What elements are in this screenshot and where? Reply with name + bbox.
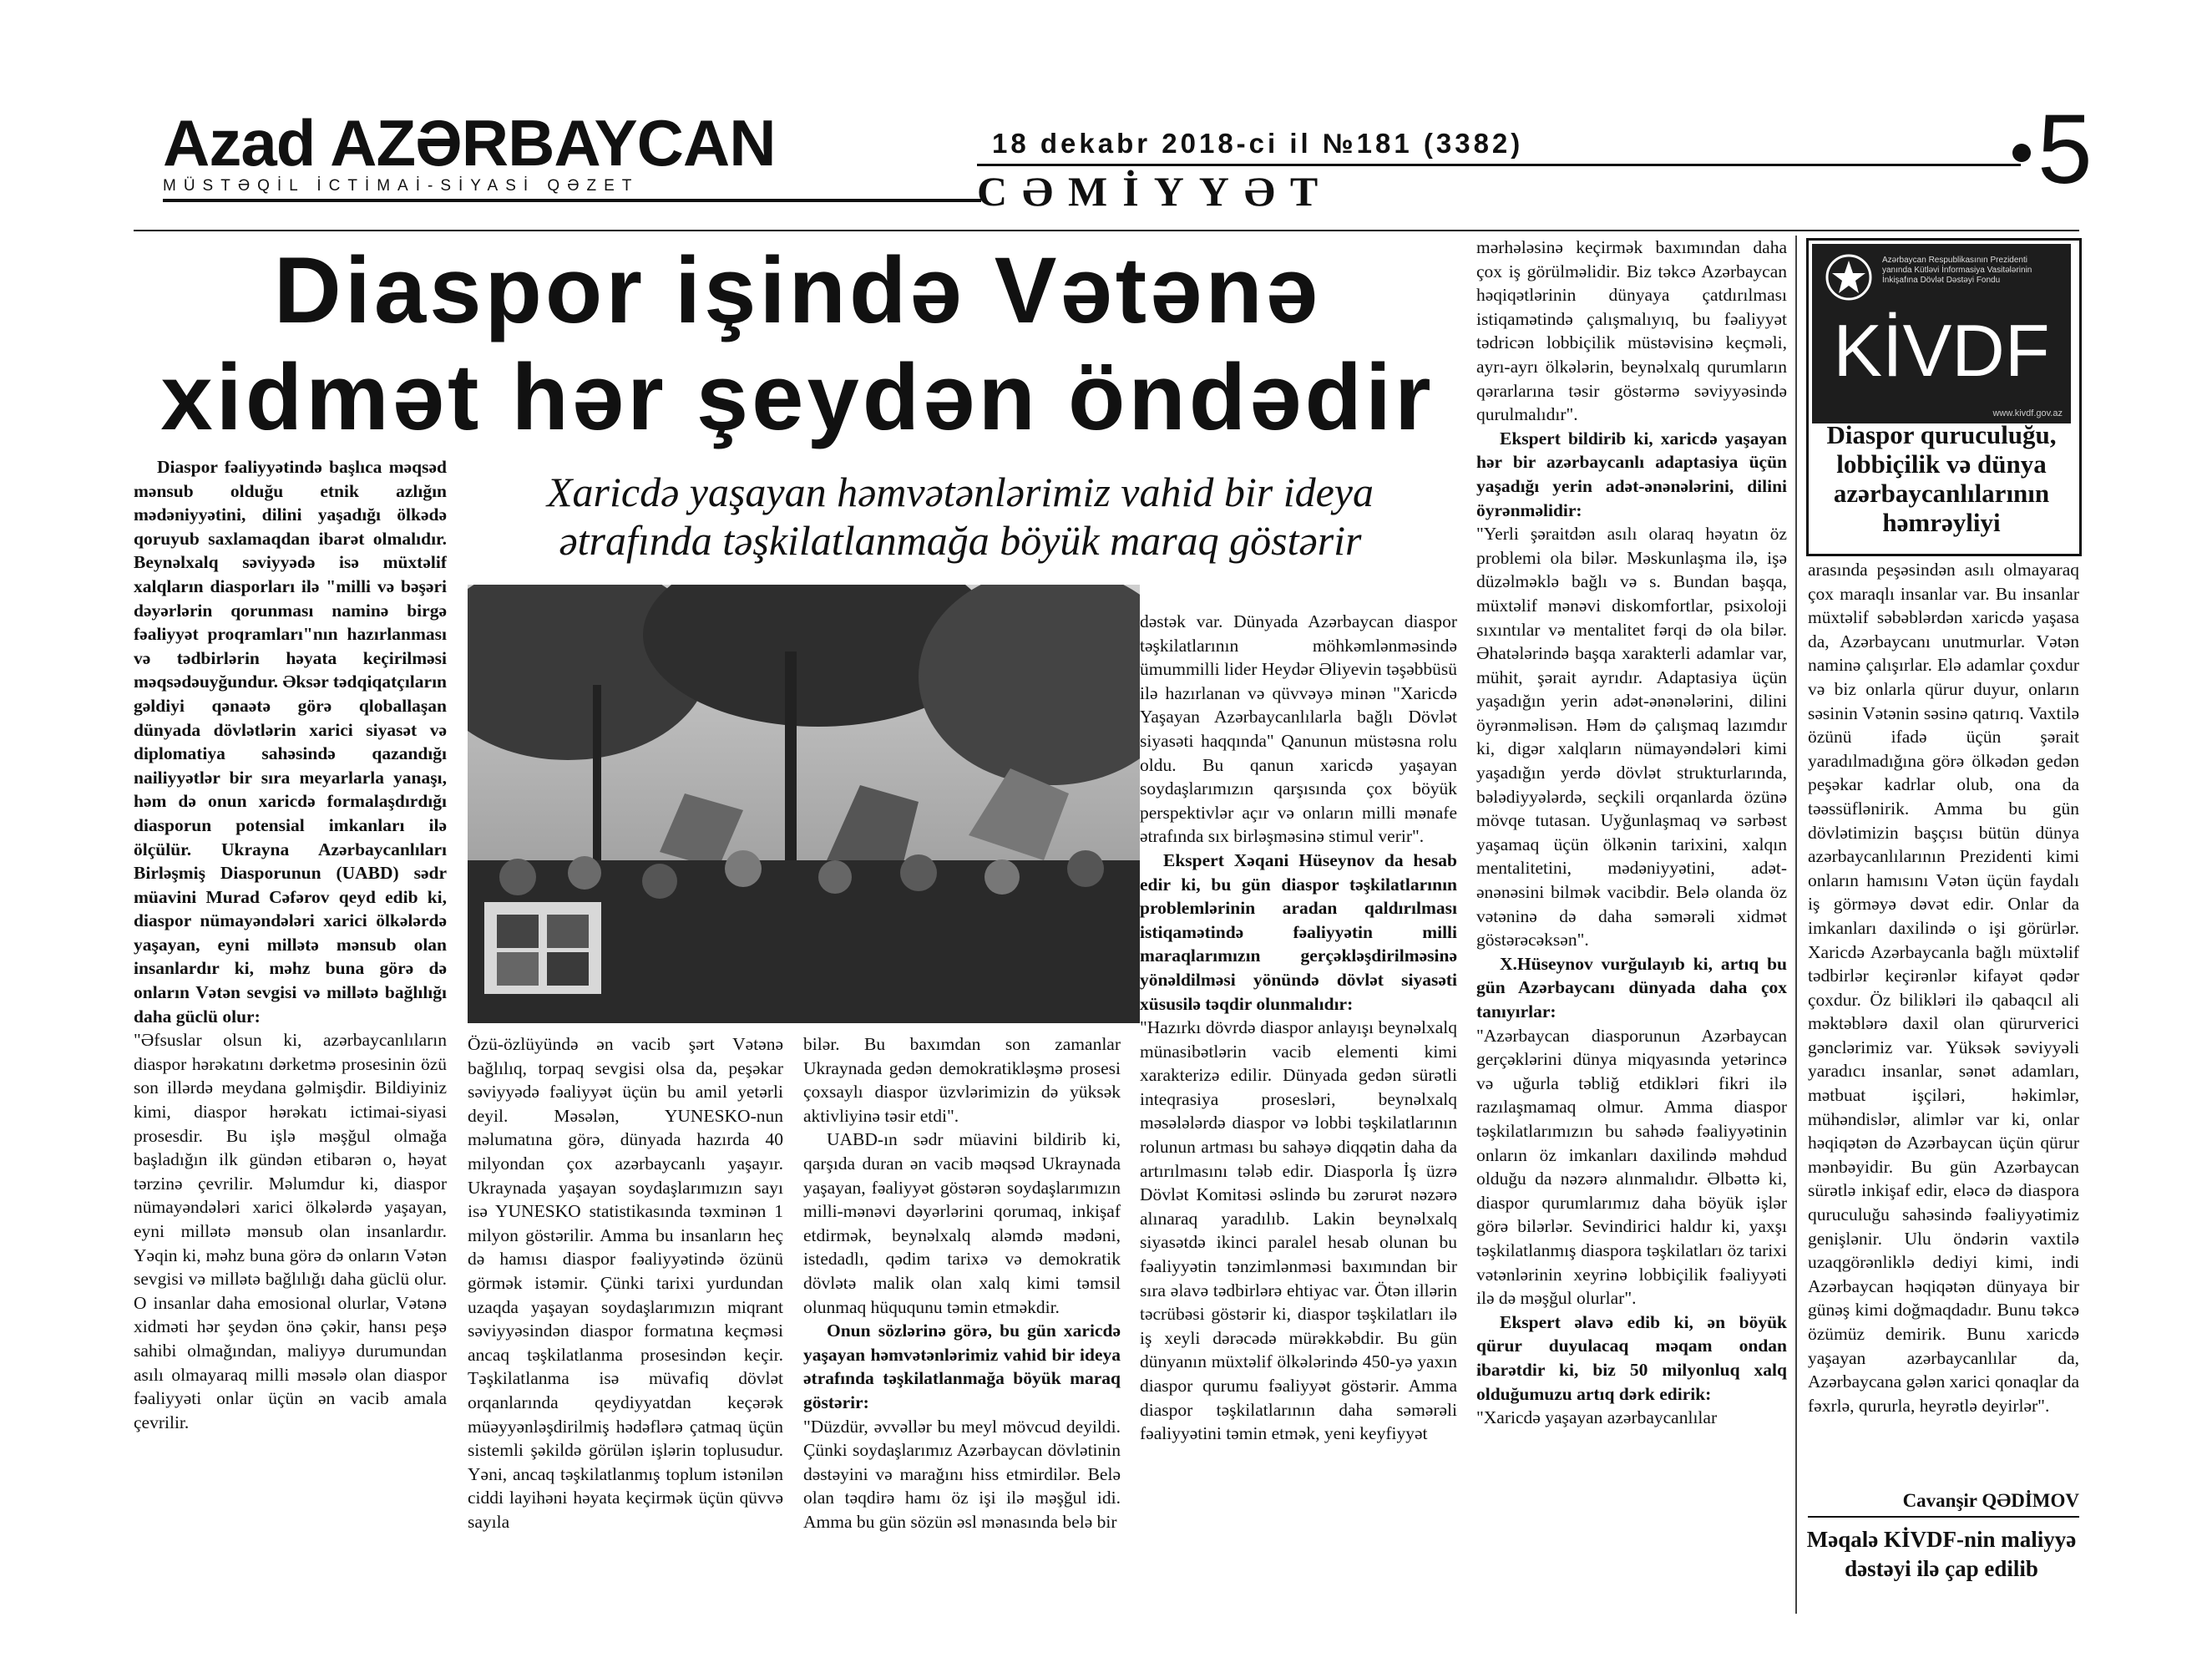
newspaper-subtitle: MÜSTƏQİL İCTİMAİ-SİYASİ QƏZET xyxy=(163,177,640,195)
author-signature: Cavanşir QƏDİMOV xyxy=(1902,1490,2079,1511)
kivdf-logo xyxy=(1812,244,2071,423)
headline-line-2: xidmət hər şeydən öndədir xyxy=(160,345,1435,449)
headline xyxy=(134,237,1461,451)
protest-photo-illustration xyxy=(468,585,1140,1023)
paragraph: bilər. Bu baxımdan son zamanlar Ukraynada gedən demokratikləşmə prosesi çoxsaylı diaspor üzvlərimizin də yüksək aktivliyinə təsir etdi". xyxy=(803,1034,1121,1126)
article-column-2 xyxy=(468,1032,783,1617)
paragraph: "Xaricdə yaşayan azərbaycanlılar xyxy=(1476,1407,1718,1428)
paragraph: UABD-ın sədr müavini bildirib ki, qarşıda duran ən vacib məqsəd Ukraynada yaşayan, fəaliyyət göstərən soydaşlarımızın milli-mənəvi dəyərlərini qorumaq, inkişaf etdirmək, beynəlxalq aləmdə mədəni, istedadlı, qədim tarixə və demokratik dövlətə malik olan xalq kimi təmsil olunmaq hüququnu təmin etməkdir. xyxy=(803,1129,1121,1317)
top-rule xyxy=(134,230,2079,231)
paragraph: "Yerli şəraitdən asılı olaraq həyatın öz problemi ola bilər. Məskunlaşma ilə, işə düzəlməklə bağlı və s. Bundan başqa, müxtəlif mənəvi diskomfortlar, psixoloji sıxıntılar və mentalitet fərqi də ola bilər. Əhatələrində başqa xarakterli adamlar var, mühit, şərait ayrıdır. Adaptasiya üçün yaşadığın yerin adət-ənənələrini, dilini öyrənməlisən. Həm də çalışmaq lazımdır ki, digər xalqların nümayəndələri kimi yaşadığın yerdə dövlət strukturlarında, bələdiyyələrdə, seçkili orqanlarda özünə mövqe tutasan. Uyğunlaşmaq və sərbəst yaşamaq üçün ölkənin tarixini, xalqın mentalitetini, mədəniyyətini, adət-ənənəsini bilmək vacibdir. Belə olanda öz vətəninə də daha səmərəli xidmət göstərəcəksən". xyxy=(1476,524,1787,951)
paragraph: arasında peşəsindən asılı olmayaraq çox maraqlı insanlar var. Bu insanlar müxtəlif səbəblərdən xaricdə yaşasa da, Azərbaycanı unutmurlar. Vətən naminə çalışırlar. Elə adamlar çoxdur və biz onlarla qürur duyur, onların səsinin Vətənin səsinə qatırıq. Vaxtilə özünü ifadə üçün şərait yaradılmadığına görə ölkədən gedən peşəkar kadrlar olub, ona da təəssüflənirik. Amma bu gün dövlətimizin başçısı bütün dünya azərbaycanlılarının Prezidenti kimi onların hamısını Vətən üçün faydalı iş görməyə dəvət edir. Onlar da imkanları daxilində o işi görürlər. Xaricdə Azərbaycanla bağlı müxtəlif tədbirlər keçirənlər kifayət qədər çoxdur. Öz bilikləri ilə qabaqcıl ali məktəblərə daxil olan qürurverici gənclərimiz var. Yüksək səviyyəli yaradıcı insanlar, sənət adamları, mətbuat işçiləri, həkimlər, mühəndislər, alimlər var ki, onlar həqiqətən də Azərbaycan üçün qürur mənbəyidir. Bu gün Azərbaycan sürətlə inkişaf edir, eləcə də diaspora quruculuğu sahəsində fəaliyyətimiz genişlənir. Ulu öndərin vaxtilə uzaqgörənliklə dediyi kimi, indi Azərbaycan həqiqətən dünyaya bir günəş kimi doğmaqdadır. Bunu təkcə özümüz demirik. Bunu xaricdə yaşayan azərbaycanlılar da, Azərbaycana gələn xarici qonaqlar da fəxrlə, qururla, heyrətlə deyirlər". xyxy=(1808,560,2079,1416)
kivdf-logo-text: KİVDF xyxy=(1833,309,2050,392)
paragraph: Özü-özlüyündə ən vacib şərt Vətənə bağlılıq, torpaq sevgisi olsa da, peşəkar səviyyədə fəaliyyət üçün bu amil yetərli deyil. Məsələn, YUNESKO-nun məlumatına görə, dünyada hazırda 40 milyondan çox azərbaycanlı yaşayır. Ukraynada yaşayan soydaşlarımızın sayı isə YUNESKO statistikasında təxminən 1 milyon göstərilir. Amma bu insanların heç də hamısı diaspor fəaliyyətində özünü görmək istəmir. Çünki tarixi yurdundan uzaqda yaşayan soydaşlarımızın miqrant səviyyəsindən diaspor formatına keçməsi ancaq təşkilatlanma prosesindən keçir. Təşkilatlanma isə müvafiq dövlət orqanlarında qeydiyyatdan keçərək müəyyənləşdirilmiş hədəflərə çatmaq üçün sistemli şəkildə görülən işlərin toplusudur. Yəni, ancaq təşkilatlanmış toplum istənilən ciddi layihəni həyata keçirmək üçün qüvvə sayıla xyxy=(468,1034,783,1532)
article-column-5 xyxy=(1476,236,1787,1616)
paragraph: "Əfsuslar olsun ki, azərbaycanlıların diaspor hərəkatını dərketmə prosesinin özü son illərdə meydana gəlmişdir. Bildiyiniz kimi, diaspor hərəkatı ictimai-siyasi prosesdir. Bu işlə məşğul olmağa başladığın ilk gündən etibarən o, həyat tərzinə çevrilir. Məlumdur ki, diaspor nümayəndələri xarici ölkələrdə yaşayan, eyni millətə mənsub olan insanlardır. Yəqin ki, məhz buna görə də onların Vətən sevgisi və millətə bağlılığı daha güclü olur. O insanlar daha emosional olurlar, Vətənə xidməti hər şeydən önə çəkir, hansı peşə sahibi olmağından, maliyyə durumundan asılı olmayaraq milli məsələ olan diaspor fəaliyyəti onlar üçün ən vacib amala çevrilir. xyxy=(134,1030,447,1432)
lead-paragraph: Diaspor fəaliyyətində başlıca məqsəd mənsub olduğu etnik azlığın mədəniyyətini, dilini yaşadığı ölkədə qoruyub saxlamaqdan ibarət olmalıdır. Beynəlxalq səviyyədə isə müxtəlif xalqların diasporları ilə "milli və bəşəri dəyərlərin qorunması naminə birgə fəaliyyət proqramları"nın hazırlanması və tədbirlərin həyata keçirilməsi məqsədəuyğundur. Əksər tədqiqatçıların gəldiyi qənaətə görə qloballaşan dünyada dövlətlərin xarici siyasət və diplomatiya sahəsində qazandığı nailiyyətlər bir sıra meyarlarla yanaşı, həm də onun xaricdə formalaşdırdığı diasporun potensial imkanları ilə ölçülür. Ukrayna Azərbaycanlıları Birləşmiş Diasporunun (UABD) sədr müavini Murad Cəfərov qeyd edib ki, diaspor nümayəndələri xarici ölkələrdə yaşayan, eyni millətə mənsub olan insanlardır ki, məhz buna görə də onların Vətən sevgisi və millətə bağlılığı daha güclü olur: xyxy=(134,457,447,1027)
paragraph: dəstək var. Dünyada Azərbaycan diaspor təşkilatlarının möhkəmlənməsində ümummilli lider Heydər Əliyevin təşəbbüsü ilə hazırlanan və qüvvəyə minən "Xaricdə Yaşayan Azərbaycanlılarla bağlı Dövlət siyasəti haqqında" Qanunun müstəsna rolu oldu. Bu qanun xaricdə yaşayan soydaşlarımızın qarşısında çox böyük perspektivlər açır və onların milli mənafe ətrafında sıx birləşməsinə stimul verir". xyxy=(1140,611,1457,847)
bold-paragraph: Ekspert Xəqani Hüseynov da hesab edir ki, bu gün diaspor təşkilatlarının problemlərinin aradan qaldırılması istiqamətində fəaliyyətin milli maraqlarımızın gerçəkləşdirilməsinə yönəldilməsi yönündə dövlət siyasəti xüsusilə təqdir olunmalıdır: xyxy=(1140,849,1457,1014)
page-number: 5 xyxy=(2037,94,2093,205)
paragraph: "Azərbaycan diasporunun Azərbaycan gerçəklərini dünya miqyasında yetərincə və uğurla təbliğ etdikləri fikri ilə razılaşmamaq olmur. Amma diaspor təşkilatlarımızın bu sahədə fəaliyyətinin onların öz imkanları daxilində məhdud olduğu da nəzərə alınmalıdır. Əlbəttə ki, diaspor qurumlarımız daha böyük işlər görə bilərlər. Sevindirici haldır ki, yaxşı təşkilatlanmış diaspora təşkilatları öz tarixi vətənlərinin xeyrinə lobbiçilik fəaliyyəti ilə də məşğul olurlar". xyxy=(1476,1025,1787,1309)
subheadline-line-2: ətrafında təşkilatlanmağa böyük maraq göstərir xyxy=(559,517,1362,564)
dateline: 18 dekabr 2018-ci il №181 (3382) xyxy=(992,128,1524,159)
article-column-4 xyxy=(1140,610,1457,1616)
kivdf-logo-small-text: Azərbaycan Respublikasının Prezidenti yanında Kütləvi İnformasiya Vasitələrinin İnkişafına Dövlət Dəstəyi Fondu xyxy=(1882,256,2032,285)
kivdf-url: www.kivdf.gov.az xyxy=(1992,408,2063,418)
paragraph: "Hazırkı dövrdə diaspor anlayışı beynəlxalq münasibətlərin vacib elementi kimi xarakterizə edilir. Dünyada gedən sürətli inteqrasiya prosesləri, beynəlxalq məsələlərdə diaspor və lobbi təşkilatlarının rolunun artması bu sahəyə diqqətin daha da artırılmasını tələb edir. Diasporla İş üzrə Dövlət Komitəsi əslində bu zərurət nəzərə alınaraq yaradılıb. Lakin beynəlxalq siyasətdə ikinci paralel hesab olunan bu fəaliyyətin tənzimlənməsi baxımından bir sıra əlavə tədbirlərə ehtiyac var. Ötən illərin təcrübəsi göstərir ki, diaspor təşkilatları ilə iş xeyli dərəcədə mürəkkəbdir. Bu gün dünyanın müxtəlif ölkələrində 450-yə yaxın diaspor qurumu fəaliyyət göstərir. Amma diaspor təşkilatlarının daha səmərəli fəaliyyətini təmin etmək, yeni keyfiyyət xyxy=(1140,1017,1457,1444)
bold-paragraph: Ekspert bildirib ki, xaricdə yaşayan hər bir azərbaycanlı adaptasiya üçün yaşadığı yerin adət-ənənələrini, dilini öyrənməlidir: xyxy=(1476,428,1787,520)
subheadline xyxy=(468,468,1453,565)
paragraph: "Düzdür, əvvəllər bu meyl mövcud deyildi. Çünki soydaşlarımız Azərbaycan dövlətinin dəstəyini və marağını hiss etmirdilər. Belə olan təqdirə hamı öz işi ilə məşğul idi. Amma bu gün sözün əsl mənasında belə bir xyxy=(803,1416,1121,1532)
masthead-rule-left xyxy=(163,199,981,202)
signature-rule xyxy=(1808,1516,2079,1518)
bold-paragraph: Onun sözlərinə görə, bu gün xaricdə yaşayan həmvətənlərimiz vahid bir ideya ətrafında təşkilatlanmağa böyük maraq göstərir: xyxy=(803,1321,1121,1412)
section-title: CƏMİYYƏT xyxy=(977,168,1334,215)
masthead-rule-right xyxy=(977,164,2021,166)
newspaper-logo: Azad AZƏRBAYCAN xyxy=(163,106,776,180)
sponsor-note: Məqalə KİVDF-nin maliyyə dəstəyi ilə çap edilib xyxy=(1806,1527,2077,1581)
article-photo xyxy=(468,585,1140,1023)
article-column-1 xyxy=(134,455,447,1616)
article-column-6 xyxy=(1808,558,2079,1487)
column-divider xyxy=(1795,236,1797,1614)
emblem-icon xyxy=(1824,252,1874,302)
bold-paragraph: Ekspert əlavə edib ki, ən böyük qürur duyulacaq məqam ondan ibarətdir ki, biz 50 milyonluq xalq olduğumuzu artıq dərk edirik: xyxy=(1476,1311,1787,1404)
bold-paragraph: X.Hüseynov vurğulayıb ki, artıq bu gün Azərbaycanı dünyada daha çox tanıyırlar: xyxy=(1476,953,1787,1022)
headline-line-1: Diaspor işində Vətənə xyxy=(273,238,1322,342)
article-column-3 xyxy=(803,1032,1121,1617)
subheadline-line-1: Xaricdə yaşayan həmvətənlərimiz vahid bir ideya xyxy=(547,469,1374,515)
paragraph: mərhələsinə keçirmək baxımından daha çox iş görülməlidir. Biz təkcə Azərbaycan həqiqətlərinin dünyaya çatdırılması istiqamətində çalışmalıyıq, bu fəaliyyət tədricən lobbiçilik müstəvisinə keçməli, ayrı-ayrı ölkələrin, beynəlxalq qurumların qərarlarına təsir göstərmə səviyyəsində qurulmalıdır". xyxy=(1476,237,1787,425)
sidebar-heading: Diaspor quruculuğu, lobbiçilik və dünya azərbaycanlılarının həmrəyliyi xyxy=(1826,420,2057,537)
page-number-dot xyxy=(2012,144,2031,162)
